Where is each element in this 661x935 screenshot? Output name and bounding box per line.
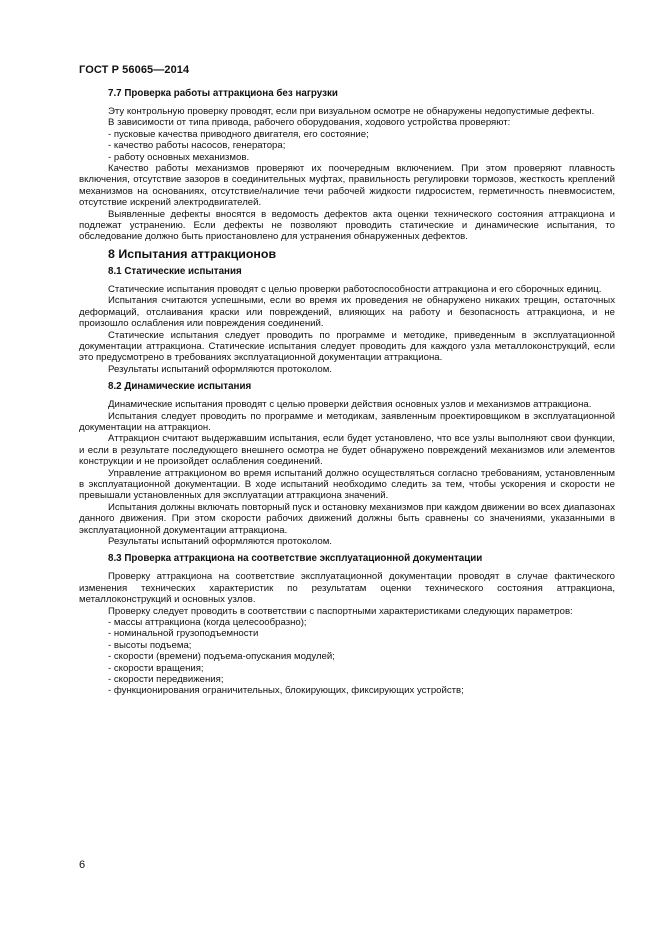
page-number: 6 <box>79 859 86 871</box>
paragraph: Статические испытания проводят с целью проверки работоспособности аттракциона и его сборочных единиц. <box>108 283 602 295</box>
paragraph: Результаты испытаний оформляются протоколом. <box>108 536 332 547</box>
paragraph: Управление аттракционом во время испытаний должно осуществляться согласно требованиям, установленным в эксплуатационной документации. В ходе испытаний необходимо следить за тем, чтобы ускорения и скорости не превышали установленных для эксплуатации аттракциона значений. <box>79 467 615 502</box>
list-item: - работу основных механизмов. <box>108 151 250 163</box>
paragraph: Аттракцион считают выдержавшим испытания, если будет установлено, что все узлы выполняют свои функции, и если в результате последующего внешнего осмотра не будет обнаружено повреждений механизмов или элементов конструкции и не произойдет ослабления соединений. <box>79 433 615 468</box>
list-item: - скорости вращения; <box>108 662 204 674</box>
list-item: - номинальной грузоподъемности <box>108 628 259 640</box>
paragraph: Испытания должны включать повторный пуск и остановку механизмов при каждом движении во всех диапазонах данного движения. При этом скорости рабочих движений должны быть сравнены со значениями, указанными в эксплуатационной документации аттракциона. <box>79 501 615 536</box>
section-8-2-heading: 8.2 Динамические испытания <box>108 381 252 393</box>
section-8-heading: 8 Испытания аттракционов <box>108 246 277 261</box>
paragraph: Испытания следует проводить по программе и методикам, заявленным проектировщиком в эксплуатационной документации на аттракцион. <box>79 410 615 433</box>
paragraph: Проверку аттракциона на соответствие эксплуатационной документации проводят в случае фактического изменения технических характеристик по результатам оценки технического состояния аттракциона, металлоконструкций и основных узлов. <box>79 571 615 606</box>
document-header: ГОСТ Р 56065—2014 <box>79 64 190 76</box>
document-body <box>79 88 615 697</box>
section-7-7-heading: 7.7 Проверка работы аттракциона без нагрузки <box>108 88 338 99</box>
paragraph: Динамические испытания проводят с целью проверки действия основных узлов и механизмов аттракциона. <box>108 399 592 411</box>
list-item: - качество работы насосов, генератора; <box>108 140 286 152</box>
paragraph: Выявленные дефекты вносятся в ведомость дефектов акта оценки технического состояния аттракциона и подлежат устранению. Если дефекты не позволяют проводить статические и динамические испытания, то обследование должно быть приостановлено для устранения обнаруженных дефектов. <box>79 208 615 243</box>
list-item: - пусковые качества приводного двигателя, его состояние; <box>108 128 369 140</box>
paragraph: Статические испытания следует проводить по программе и методике, приведенным в эксплуатационной документации аттракциона. Статические испытания следует проводить для каждого узла металлоконструкций, если это предусмотрено в требованиях эксплуатационной документации аттракциона. <box>79 329 615 364</box>
section-8-3-heading: 8.3 Проверка аттракциона на соответствие эксплуатационной документации <box>108 553 483 565</box>
list-item: - функционирования ограничительных, блокирующих, фиксирующих устройств; <box>108 685 464 697</box>
paragraph: Качество работы механизмов проверяют их поочередным включением. При этом проверяют плавность включения, отсутствие зазоров в соединительных муфтах, правильность регулировки тормозов, жесткость креплений механизмов на основаниях, отсутствие/наличие течи рабочей жидкости гидросистем, герметичность пневмосистем, отсутствие искрений электродвигателей. <box>79 163 615 209</box>
list-item: - скорости передвижения; <box>108 674 224 686</box>
paragraph: Результаты испытаний оформляются протоколом. <box>108 363 332 375</box>
list-item: - массы аттракциона (когда целесообразно); <box>108 617 307 629</box>
paragraph: Проверку следует проводить в соответствии с паспортными характеристиками следующих параметров: <box>108 605 573 617</box>
paragraph: В зависимости от типа привода, рабочего оборудования, ходового устройства проверяют: <box>108 117 511 129</box>
paragraph: Испытания считаются успешными, если во время их проведения не обнаружено никаких трещин, остаточных деформаций, отслаивания краски или повреждений, влияющих на работу и безопасность аттракциона, и не произошло ослабления или повреждения соединений. <box>79 295 615 330</box>
section-8-1-heading: 8.1 Статические испытания <box>108 265 242 277</box>
list-item: - высоты подъема; <box>108 639 192 651</box>
paragraph: Эту контрольную проверку проводят, если при визуальном осмотре не обнаружены недопустимые дефекты. <box>108 106 595 117</box>
list-item: - скорости (времени) подъема-опускания модулей; <box>108 651 335 663</box>
